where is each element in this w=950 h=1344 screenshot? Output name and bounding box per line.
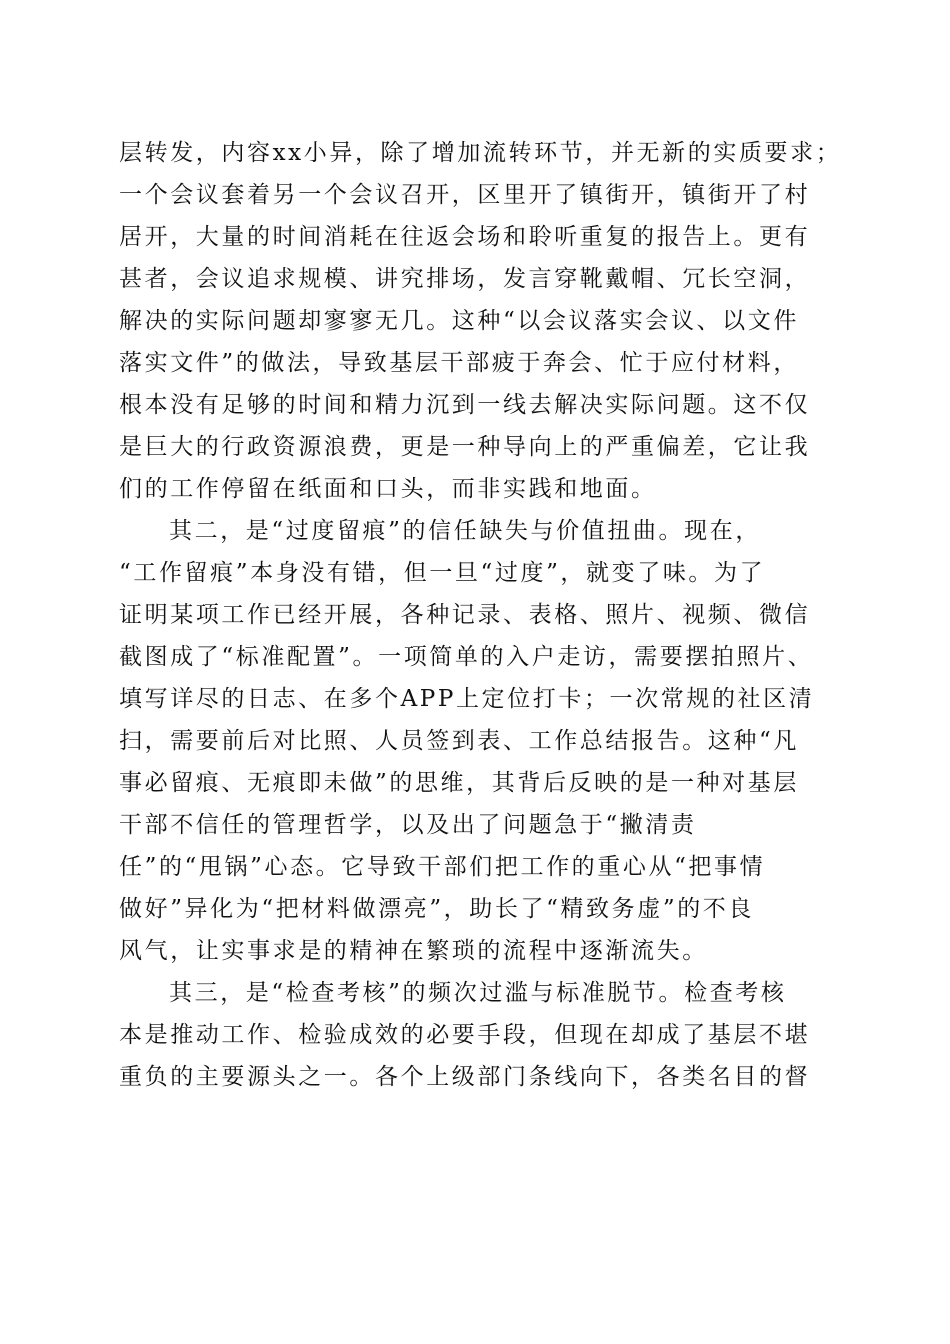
text-line: 截图成了“标准配置”。一项简单的入户走访，需要摆拍照片、	[119, 644, 814, 670]
text-line: 扫，需要前后对比照、人员签到表、工作总结报告。这种“凡	[119, 728, 799, 754]
text-line: 本是推动工作、检验成效的必要手段，但现在却成了基层不堪	[119, 1022, 811, 1048]
body-text	[119, 132, 842, 1098]
text-line: 甚者，会议追求规模、讲究排场，发言穿靴戴帽、冗长空洞，	[119, 266, 811, 292]
text-line: 落实文件”的做法，导致基层干部疲于奔会、忙于应付材料，	[119, 350, 799, 376]
text-line: 任”的“甩锅”心态。它导致干部们把工作的重心从“把事情	[119, 854, 766, 880]
text-line: 干部不信任的管理哲学，以及出了问题急于“撇清责	[119, 812, 697, 838]
text-line: 事必留痕、无痕即未做”的思维，其背后反映的是一种对基层	[119, 770, 799, 796]
text-line: 证明某项工作已经开展，各种记录、表格、照片、视频、微信	[119, 602, 811, 628]
text-line: 是巨大的行政资源浪费，更是一种导向上的严重偏差，它让我	[119, 434, 811, 460]
text-line: 居开，大量的时间消耗在往返会场和聆听重复的报告上。更有	[119, 224, 811, 250]
text-line: 根本没有足够的时间和精力沉到一线去解决实际问题。这不仅	[119, 392, 811, 418]
text-line: “工作留痕”本身没有错，但一旦“过度”，就变了味。为了	[119, 560, 766, 586]
paragraph-start-line: 其三，是“检查考核”的频次过滥与标准脱节。检查考核	[169, 980, 787, 1006]
text-line: 填写详尽的日志、在多个APP上定位打卡；一次常规的社区清	[119, 686, 815, 712]
text-line: 重负的主要源头之一。各个上级部门条线向下，各类名目的督	[119, 1064, 811, 1090]
text-line: 做好”异化为“把材料做漂亮”，助长了“精致务虚”的不良	[119, 896, 754, 922]
text-line: 解决的实际问题却寥寥无几。这种“以会议落实会议、以文件	[119, 308, 799, 334]
paragraph-start-line: 其二，是“过度留痕”的信任缺失与价值扭曲。现在，	[169, 518, 761, 544]
text-line: 们的工作停留在纸面和口头，而非实践和地面。	[119, 476, 657, 502]
text-line: 风气，让实事求是的精神在繁琐的流程中逐渐流失。	[119, 938, 708, 964]
text-line: 一个会议套着另一个会议召开，区里开了镇街开，镇街开了村	[119, 182, 811, 208]
text-line: 层转发，内容xx小异，除了增加流转环节，并无新的实质要求；	[119, 140, 842, 166]
